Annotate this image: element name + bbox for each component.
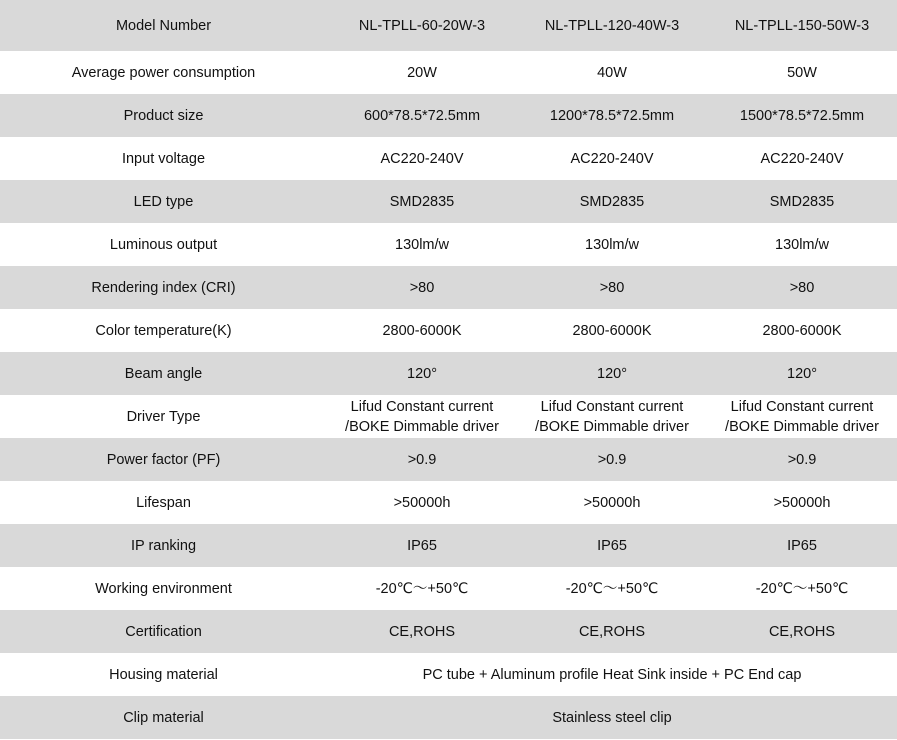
spec-row-certification: [0, 610, 897, 653]
spec-value: >0.9: [707, 438, 897, 481]
spec-value: 130lm/w: [327, 223, 517, 266]
spec-value: SMD2835: [327, 180, 517, 223]
spec-value: SMD2835: [707, 180, 897, 223]
spec-value: >50000h: [517, 481, 707, 524]
spec-value: NL-TPLL-150-50W-3: [707, 0, 897, 51]
spec-value: 1500*78.5*72.5mm: [707, 94, 897, 137]
spec-label: Rendering index (CRI): [0, 266, 327, 309]
spec-value-line: Lifud Constant current: [540, 398, 684, 415]
spec-row-led-type: [0, 180, 897, 223]
spec-value: 2800-6000K: [517, 309, 707, 352]
spec-row-average-power-consumption: [0, 51, 897, 94]
spec-value: IP65: [517, 524, 707, 567]
spec-value-merged: PC tube + Aluminum profile Heat Sink inside + PC End cap: [327, 653, 897, 696]
spec-row-beam-angle: [0, 352, 897, 395]
spec-row-input-voltage: [0, 137, 897, 180]
spec-label: Working environment: [0, 567, 327, 610]
spec-label: Certification: [0, 610, 327, 653]
spec-value: >0.9: [327, 438, 517, 481]
spec-label: Power factor (PF): [0, 438, 327, 481]
spec-value: >0.9: [517, 438, 707, 481]
spec-value-line: /BOKE Dimmable driver: [345, 418, 499, 435]
spec-value: >80: [517, 266, 707, 309]
spec-value: AC220-240V: [517, 137, 707, 180]
spec-label: Beam angle: [0, 352, 327, 395]
spec-row-product-size: [0, 94, 897, 137]
spec-label: Clip material: [0, 696, 327, 739]
spec-value: SMD2835: [517, 180, 707, 223]
spec-value: 120°: [327, 352, 517, 395]
spec-value: [517, 395, 707, 438]
spec-value: 2800-6000K: [707, 309, 897, 352]
spec-label: Product size: [0, 94, 327, 137]
spec-value: AC220-240V: [707, 137, 897, 180]
spec-value: 40W: [517, 51, 707, 94]
spec-value: -20℃～+50℃: [327, 567, 517, 610]
spec-value: 120°: [707, 352, 897, 395]
spec-value: IP65: [707, 524, 897, 567]
spec-label: Input voltage: [0, 137, 327, 180]
spec-value: >80: [327, 266, 517, 309]
spec-row-working-environment: [0, 567, 897, 610]
spec-value: CE,ROHS: [707, 610, 897, 653]
spec-value-line: Lifud Constant current: [350, 398, 494, 415]
spec-value: 130lm/w: [517, 223, 707, 266]
spec-label: Housing material: [0, 653, 327, 696]
spec-value-line: /BOKE Dimmable driver: [535, 418, 689, 435]
spec-row-power-factor-pf: [0, 438, 897, 481]
spec-label: IP ranking: [0, 524, 327, 567]
spec-value: AC220-240V: [327, 137, 517, 180]
spec-label: Luminous output: [0, 223, 327, 266]
spec-value: 2800-6000K: [327, 309, 517, 352]
spec-row-housing-material: [0, 653, 897, 696]
spec-row-driver-type: [0, 395, 897, 438]
spec-value: >80: [707, 266, 897, 309]
spec-row-model-number: [0, 0, 897, 51]
spec-value-line: Lifud Constant current: [730, 398, 874, 415]
spec-value: >50000h: [707, 481, 897, 524]
spec-value: 120°: [517, 352, 707, 395]
spec-row-color-temperature-k: [0, 309, 897, 352]
spec-value: 130lm/w: [707, 223, 897, 266]
spec-value: -20℃～+50℃: [707, 567, 897, 610]
spec-value-line: /BOKE Dimmable driver: [725, 418, 879, 435]
spec-label: LED type: [0, 180, 327, 223]
spec-row-rendering-index-cri: [0, 266, 897, 309]
spec-label: Driver Type: [0, 395, 327, 438]
spec-value: -20℃～+50℃: [517, 567, 707, 610]
spec-value-merged: Stainless steel clip: [327, 696, 897, 739]
spec-value: 20W: [327, 51, 517, 94]
spec-label: Lifespan: [0, 481, 327, 524]
spec-row-clip-material: [0, 696, 897, 739]
spec-label: Average power consumption: [0, 51, 327, 94]
spec-row-lifespan: [0, 481, 897, 524]
spec-value: CE,ROHS: [517, 610, 707, 653]
spec-value: 50W: [707, 51, 897, 94]
spec-value: >50000h: [327, 481, 517, 524]
spec-value: 1200*78.5*72.5mm: [517, 94, 707, 137]
spec-value: CE,ROHS: [327, 610, 517, 653]
spec-value: [707, 395, 897, 438]
spec-row-ip-ranking: [0, 524, 897, 567]
spec-value: NL-TPLL-60-20W-3: [327, 0, 517, 51]
spec-label: Model Number: [0, 0, 327, 51]
spec-row-luminous-output: [0, 223, 897, 266]
spec-value: IP65: [327, 524, 517, 567]
spec-label: Color temperature(K): [0, 309, 327, 352]
spec-value: NL-TPLL-120-40W-3: [517, 0, 707, 51]
spec-value: [327, 395, 517, 438]
spec-value: 600*78.5*72.5mm: [327, 94, 517, 137]
